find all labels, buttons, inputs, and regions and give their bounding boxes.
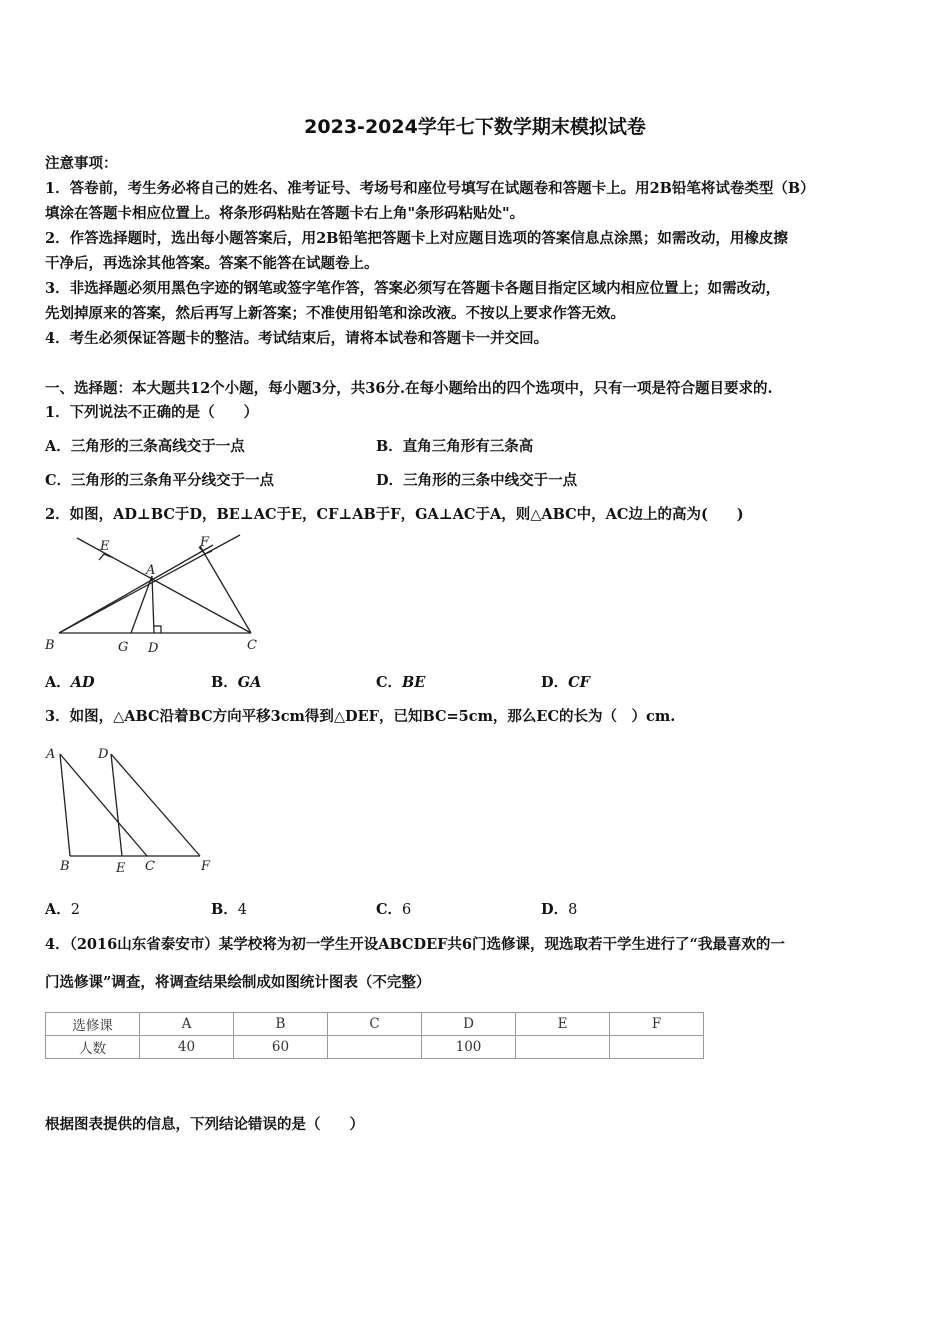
q3-stem: 3．如图，△ABC沿着BC方向平移3cm得到△DEF，已知BC=5cm，那么EC的长为（ ）cm. [45,708,676,725]
table-cell: 选修课 [46,1013,140,1036]
q2-option-c [376,671,425,692]
notes-line-4: 干净后，再选涂其他答案。答案不能答在试题卷上。 [45,255,379,272]
survey-table-header-row [46,1013,704,1036]
q1-option-c: C．三角形的三条角平分线交于一点 [45,472,275,489]
q3-option-a-value: 2 [70,902,80,918]
q2-option-a-letter: A． [45,674,71,691]
q2-label-b: B [45,638,55,653]
q2-label-f: F [200,535,210,550]
q2-option-b [211,671,261,692]
q3-option-c [376,898,411,919]
q4-question: 根据图表提供的信息，下列结论错误的是（ ） [45,1116,364,1133]
page-title: 2023-2024学年七下数学期末模拟试卷 [304,116,646,138]
q2-option-a [45,671,95,692]
notes-line-1: 1．答卷前，考生务必将自己的姓名、准考证号、考场号和座位号填写在试题卷和答题卡上。用2B铅笔将试卷类型（B） [45,180,815,197]
q2-label-g: G [118,640,129,655]
table-cell: F [610,1013,704,1036]
q1-stem: 1．下列说法不正确的是（ ） [45,404,259,421]
q2-option-d-value: CF [568,674,590,691]
q4-stem-line-1: 4．（2016山东省泰安市）某学校将为初一学生开设ABCDEF共6门选修课，现选取若干学生进行了“我最喜欢的一 [45,936,785,953]
notes-line-6: 先划掉原来的答案，然后再写上新答案；不准使用铅笔和涂改液。不按以上要求作答无效。 [45,305,625,322]
q2-label-c: C [247,638,257,653]
notes-heading: 注意事项： [45,155,118,172]
q3-option-d-value: 8 [568,902,578,918]
q3-label-e: E [116,861,126,876]
q3-option-d-letter: D． [541,901,569,918]
q3-label-c: C [145,859,155,874]
q3-option-b-value: 4 [237,902,247,918]
q2-option-c-value: BE [402,674,426,691]
table-cell: C [328,1013,422,1036]
q3-label-b: B [60,859,70,874]
table-cell [610,1036,704,1059]
q2-label-d: D [148,641,159,656]
q3-option-b-letter: B． [211,901,238,918]
table-cell: 40 [140,1036,234,1059]
q2-option-b-letter: B． [211,674,238,691]
table-cell: B [234,1013,328,1036]
q3-label-a: A [46,747,56,762]
survey-table [45,1012,704,1059]
notes-line-2: 填涂在答题卡相应位置上。将条形码粘贴在答题卡右上角"条形码粘贴处"。 [45,205,525,222]
q4-stem-line-2: 门选修课”调查，将调查结果绘制成如图统计图表（不完整） [45,974,431,991]
notes-line-7: 4．考生必须保证答题卡的整洁。考试结束后，请将本试卷和答题卡一并交回。 [45,330,549,347]
table-cell: 60 [234,1036,328,1059]
q3-option-a [45,898,80,919]
table-cell: A [140,1013,234,1036]
table-cell [516,1036,610,1059]
q3-option-c-letter: C． [376,901,403,918]
q3-option-b [211,898,247,919]
q3-translation-figure [40,740,230,880]
q3-option-d [541,898,577,919]
table-cell: 100 [422,1036,516,1059]
q1-option-a: A．三角形的三条高线交于一点 [45,438,245,455]
q2-option-a-value: AD [70,674,95,691]
q1-option-d: D．三角形的三条中线交于一点 [376,472,578,489]
q2-option-d-letter: D． [541,674,569,691]
table-cell [328,1036,422,1059]
q3-label-f: F [201,859,211,874]
notes-line-3: 2．作答选择题时，选出每小题答案后，用2B铅笔把答题卡上对应题目选项的答案信息点涂黑；如需改动，用橡皮擦 [45,230,788,247]
q2-option-b-value: GA [237,674,262,691]
q2-stem: 2．如图，AD⊥BC于D，BE⊥AC于E，CF⊥AB于F，GA⊥AC于A，则△ABC中，AC边上的高为( ) [45,506,744,523]
survey-table-data-row [46,1036,704,1059]
q3-option-a-letter: A． [45,901,71,918]
q1-option-b: B．直角三角形有三条高 [376,438,534,455]
table-cell: D [422,1013,516,1036]
q2-label-e: E [100,539,110,554]
q2-option-c-letter: C． [376,674,403,691]
section-heading: 一、选择题：本大题共12个小题，每小题3分，共36分.在每小题给出的四个选项中，只有一项是符合题目要求的. [45,380,773,397]
q2-option-d [541,671,590,692]
table-cell: E [516,1013,610,1036]
notes-line-5: 3．非选择题必须用黑色字迹的钢笔或签字笔作答，答案必须写在答题卡各题目指定区域内相应位置上；如需改动， [45,280,781,297]
table-cell: 人数 [46,1036,140,1059]
q3-label-d: D [98,747,109,762]
q3-option-c-value: 6 [402,902,412,918]
q2-label-a: A [146,563,156,578]
q2-triangle-figure [40,530,260,660]
